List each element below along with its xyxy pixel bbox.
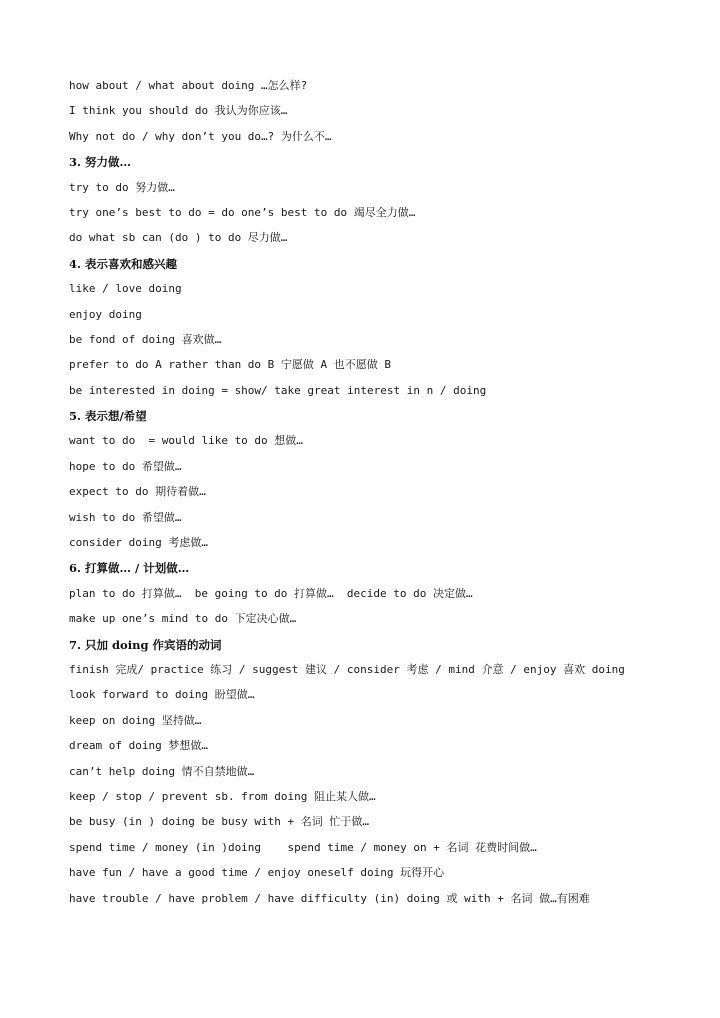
phrase-line: have trouble / have problem / have difficulty (in) doing 或 with + 名词 做…有困难 — [69, 891, 590, 905]
phrase-line: keep / stop / prevent sb. from doing 阻止某人做… — [69, 789, 376, 803]
phrase-line: be interested in doing = show/ take great interest in n / doing — [69, 383, 487, 397]
phrase-line: like / love doing — [69, 282, 182, 296]
phrase-line: do what sb can (do ) to do 尽力做… — [69, 231, 288, 245]
phrase-line: be busy (in ) doing be busy with + 名词 忙于做… — [69, 815, 370, 829]
section-heading: 7. 只加 doing 作宾语的动词 — [69, 637, 222, 652]
section-heading: 4. 表示喜欢和感兴趣 — [69, 256, 178, 271]
phrase-line: enjoy doing — [69, 307, 142, 321]
phrase-line: I think you should do 我认为你应该… — [69, 104, 288, 118]
phrase-line: consider doing 考虑做… — [69, 536, 208, 550]
phrase-line: Why not do / why don’t you do…? 为什么不… — [69, 129, 332, 143]
section-heading: 6. 打算做… / 计划做… — [69, 561, 190, 576]
phrase-line: want to do = would like to do 想做… — [69, 434, 303, 448]
phrase-line: hope to do 希望做… — [69, 459, 182, 473]
phrase-line: expect to do 期待着做… — [69, 485, 206, 499]
phrase-line: wish to do 希望做… — [69, 510, 182, 524]
phrase-line: spend time / money (in )doing spend time / money on + 名词 花费时间做… — [69, 840, 537, 854]
phrase-line: look forward to doing 盼望做… — [69, 688, 255, 702]
section-heading: 3. 努力做… — [69, 155, 132, 170]
phrase-line: be fond of doing 喜欢做… — [69, 332, 222, 346]
section-heading: 5. 表示想/希望 — [69, 409, 147, 424]
phrase-line: how about / what about doing …怎么样? — [69, 79, 308, 92]
phrase-line: try to do 努力做… — [69, 180, 175, 194]
document-body — [69, 76, 689, 914]
phrase-line: prefer to do A rather than do B 宁愿做 A 也不愿做 B — [69, 358, 392, 372]
phrase-line: make up one’s mind to do 下定决心做… — [69, 612, 297, 626]
phrase-line: have fun / have a good time / enjoy oneself doing 玩得开心 — [69, 866, 445, 880]
phrase-line: dream of doing 梦想做… — [69, 739, 208, 753]
phrase-line: plan to do 打算做… be going to do 打算做… decide to do 决定做… — [69, 586, 473, 600]
phrase-line: try one’s best to do = do one’s best to do 竭尽全力做… — [69, 205, 416, 219]
phrase-line: keep on doing 坚持做… — [69, 713, 202, 727]
phrase-line: can’t help doing 情不自禁地做… — [69, 764, 255, 778]
phrase-line: finish 完成/ practice 练习 / suggest 建议 / consider 考虑 / mind 介意 / enjoy 喜欢 doing — [69, 662, 625, 676]
